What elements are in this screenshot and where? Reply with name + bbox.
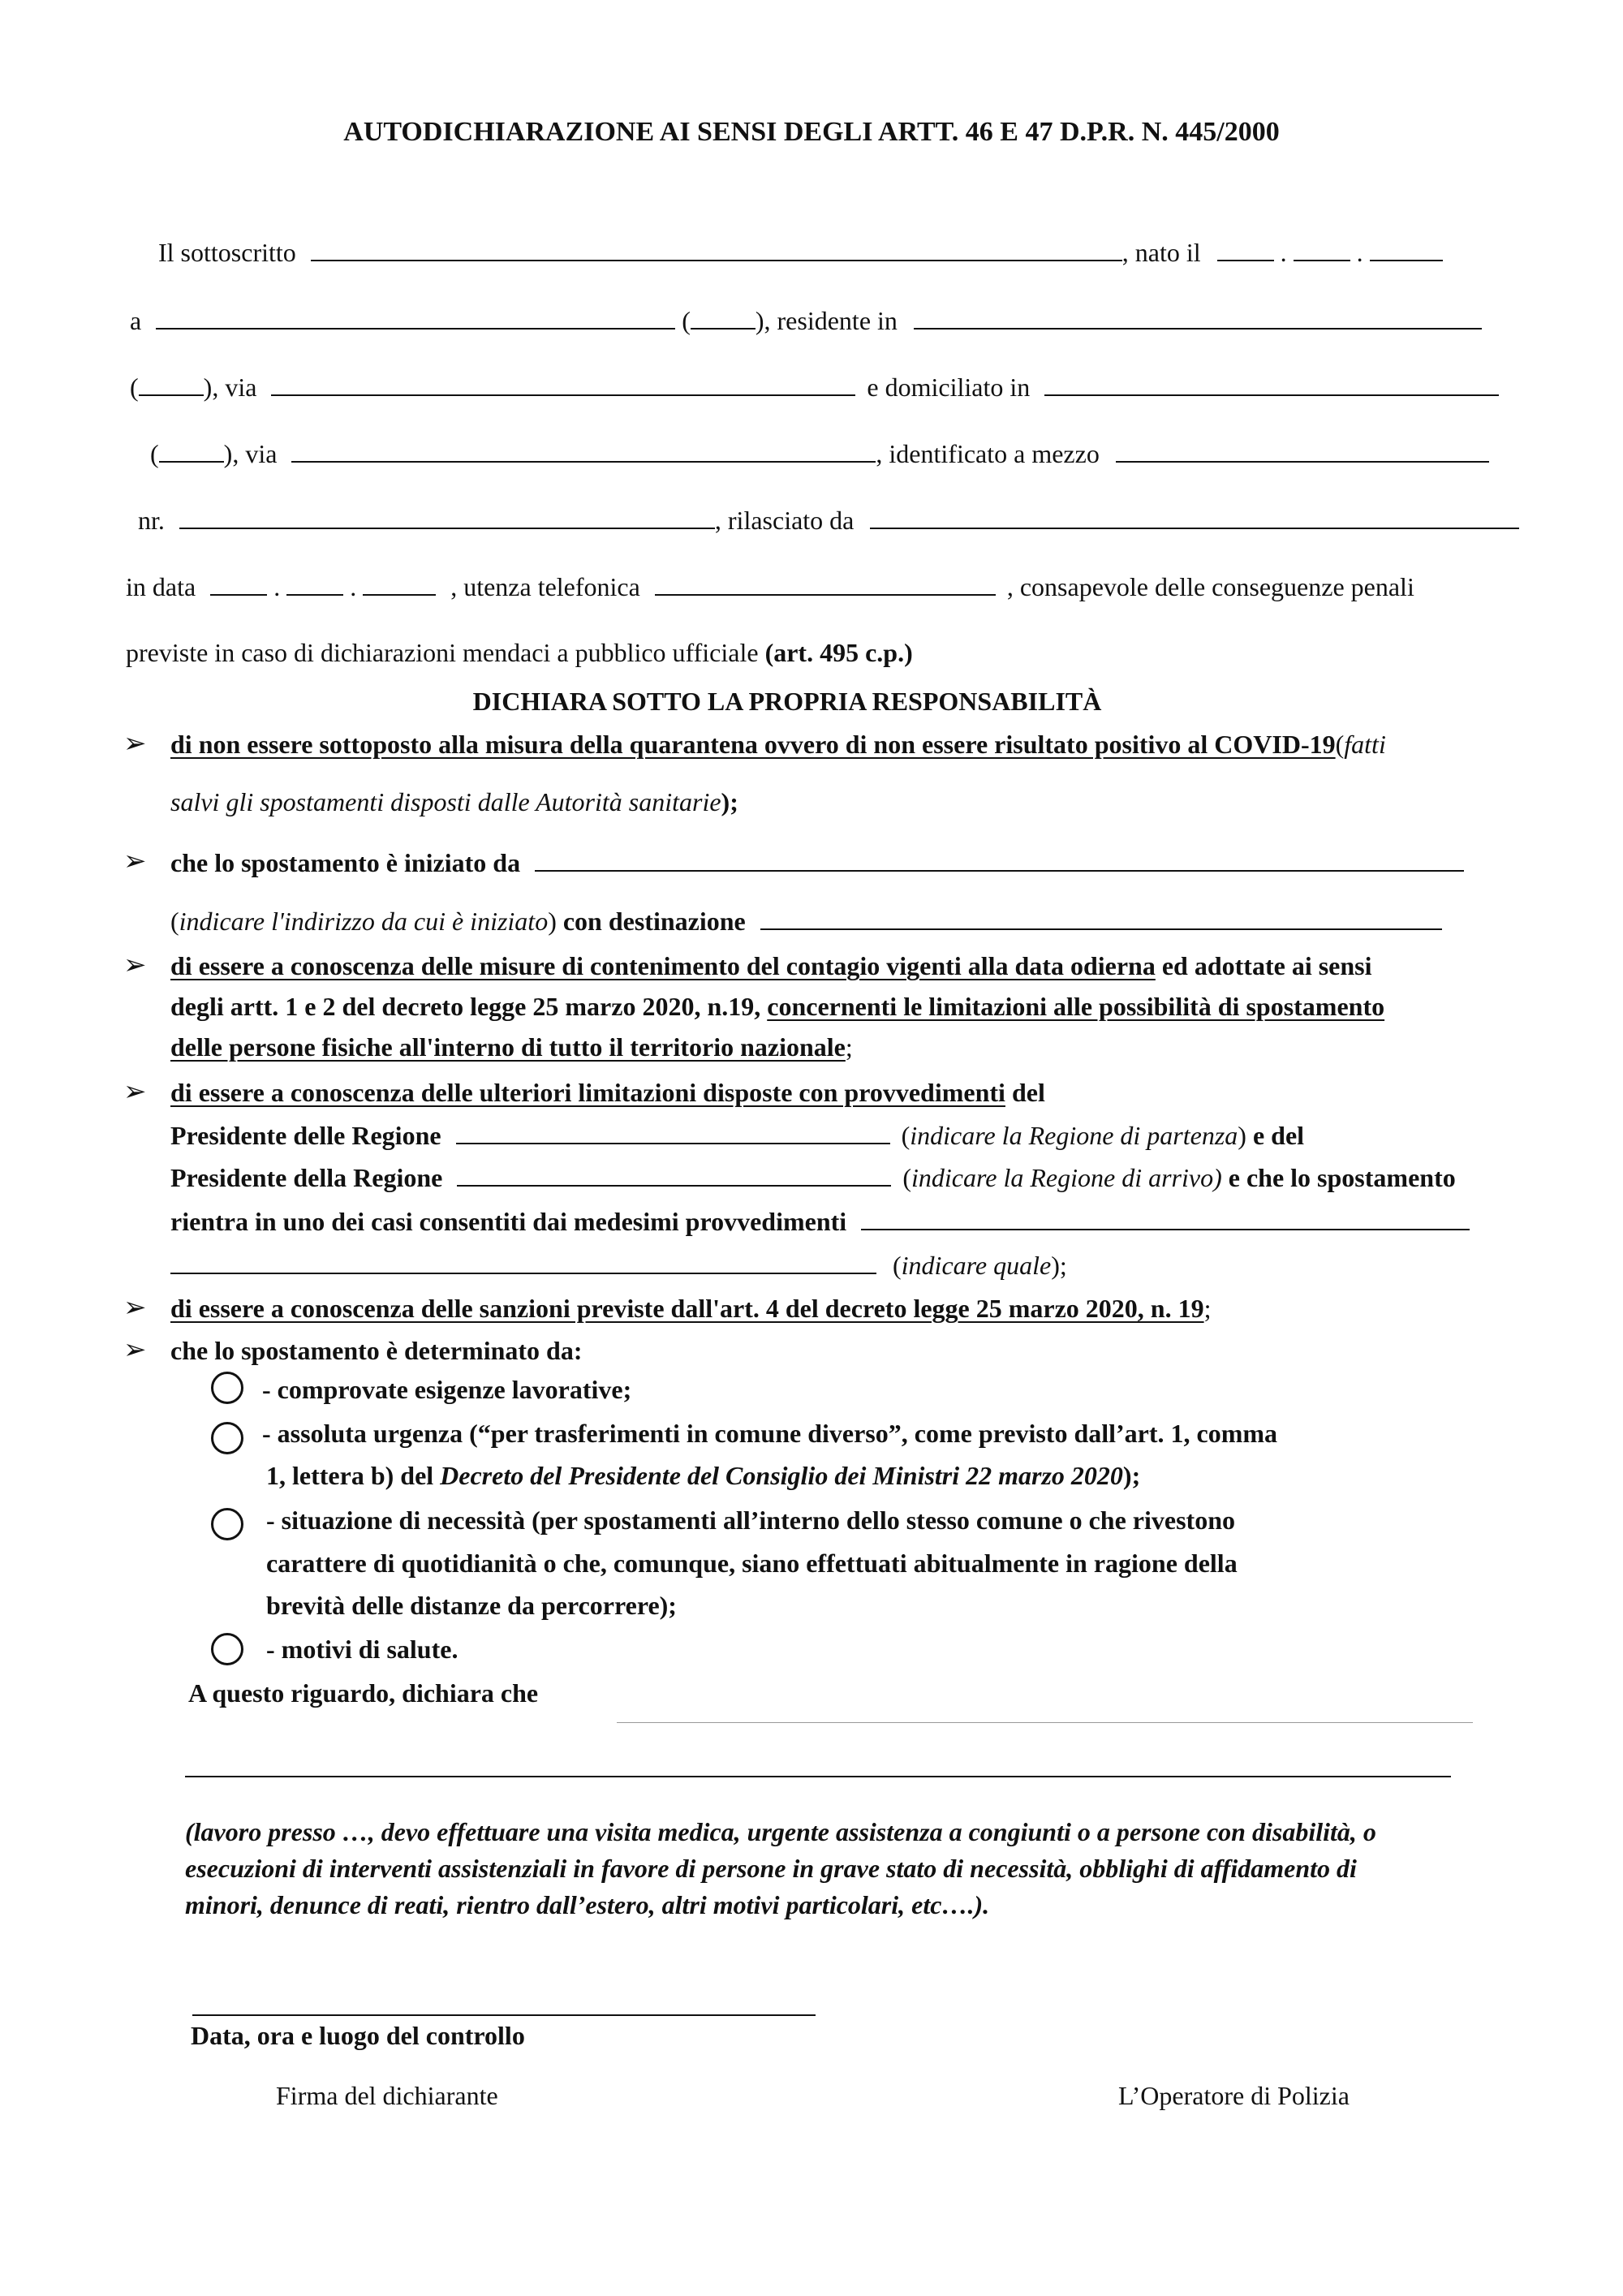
destination-field[interactable] xyxy=(760,904,1442,930)
declaration-item-4-region-start: Presidente delle Regione (indicare la Regione di partenza) e del xyxy=(170,1118,1304,1152)
examples-text-1: (lavoro presso …, devo effettuare una visita medica, urgente assistenza a congiunti o a persone con disabilità, o xyxy=(185,1817,1376,1846)
intro-line-7: previste in caso di dichiarazioni mendaci a pubblico ufficiale (art. 495 c.p.) xyxy=(126,638,913,667)
departure-address-field[interactable] xyxy=(535,846,1464,872)
document-title: AUTODICHIARAZIONE AI SENSI DEGLI ARTT. 46 E 47 D.P.R. N. 445/2000 xyxy=(343,117,1280,147)
residence-field[interactable] xyxy=(914,304,1482,330)
bullet-arrow-icon: ➢ xyxy=(123,846,147,877)
reason-necessity-label-cont2: brevità delle distanze da percorrere); xyxy=(266,1591,677,1620)
declaration-item-1-cont: salvi gli spostamenti disposti dalle Autorità sanitarie); xyxy=(170,787,738,816)
domicile-field[interactable] xyxy=(1044,370,1499,396)
intro-line-6: in data . . , utenza telefonica , consapevole delle conseguenze penali xyxy=(126,570,1414,603)
declaration-item-4-which: (indicare quale); xyxy=(170,1248,1067,1282)
birth-year-field[interactable] xyxy=(1370,235,1443,261)
declaration-item-2: che lo spostamento è iniziato da xyxy=(170,846,1464,879)
intro-line-2: a ( ), residente in xyxy=(130,304,1482,337)
declarant-signature-label: Firma del dichiarante xyxy=(276,2081,498,2110)
reason-necessity-radio[interactable] xyxy=(211,1508,243,1540)
intro-line-4: ( ), via , identificato a mezzo xyxy=(150,437,1489,470)
control-signature-line[interactable] xyxy=(192,2014,816,2016)
name-field[interactable] xyxy=(311,235,1122,261)
declaration-item-4: di essere a conoscenza delle ulteriori limitazioni disposte con provvedimenti del xyxy=(170,1078,1045,1107)
birthplace-field[interactable] xyxy=(156,304,675,330)
control-label: Data, ora e luogo del controllo xyxy=(191,2021,525,2050)
intro-line-3: ( ), via e domiciliato in xyxy=(130,370,1499,403)
reason-urgency-radio[interactable] xyxy=(211,1422,243,1454)
allowed-case-field[interactable] xyxy=(861,1204,1470,1230)
id-document-field[interactable] xyxy=(1116,437,1489,463)
allowed-case-detail-field[interactable] xyxy=(170,1248,876,1274)
officer-signature-label: L’Operatore di Polizia xyxy=(1118,2081,1350,2110)
bullet-arrow-icon: ➢ xyxy=(123,1077,147,1107)
bullet-arrow-icon: ➢ xyxy=(123,1293,147,1323)
intro-line-1: Il sottoscritto , nato il . . xyxy=(158,235,1443,269)
regard-label: A questo riguardo, dichiara che xyxy=(188,1678,539,1708)
examples-text-3: minori, denunce di reati, rientro dall’estero, altri motivi particolari, etc….). xyxy=(185,1890,990,1919)
reason-work-radio[interactable] xyxy=(211,1372,243,1404)
bullet-arrow-icon: ➢ xyxy=(123,950,147,980)
examples-text-2: esecuzioni di interventi assistenziali in favore di persone in grave stato di necessità, obblighi di affidamento di xyxy=(185,1854,1357,1883)
departure-region-field[interactable] xyxy=(456,1118,890,1144)
declaration-item-4-case: rientra in uno dei casi consentiti dai medesimi provvedimenti xyxy=(170,1204,1470,1238)
reason-urgency-label-cont: 1, lettera b) del Decreto del Presidente del Consiglio dei Ministri 22 marzo 2020); xyxy=(266,1461,1141,1490)
bullet-arrow-icon: ➢ xyxy=(123,1335,147,1365)
declaration-item-3-cont2: delle persone fisiche all'interno di tutto il territorio nazionale; xyxy=(170,1032,853,1062)
declaration-heading: DICHIARA SOTTO LA PROPRIA RESPONSABILITÀ xyxy=(472,687,1102,716)
regard-field[interactable] xyxy=(617,1722,1473,1723)
declaration-item-3-cont: degli artt. 1 e 2 del decreto legge 25 marzo 2020, n.19, concernenti le limitazioni alle possibilità di spostamento xyxy=(170,992,1385,1021)
declaration-item-1: di non essere sottoposto alla misura della quarantena ovvero di non essere risultato positivo al COVID-19(fatti xyxy=(170,730,1386,759)
declaration-item-6: che lo spostamento è determinato da: xyxy=(170,1336,583,1365)
issue-year-field[interactable] xyxy=(363,570,436,596)
reason-health-label: - motivi di salute. xyxy=(266,1635,458,1664)
reason-necessity-label-cont: carattere di quotidianità o che, comunque, siano effettuati abitualmente in ragione della xyxy=(266,1549,1238,1578)
reason-health-radio[interactable] xyxy=(211,1633,243,1665)
residence-province-field[interactable] xyxy=(139,370,204,396)
bullet-arrow-icon: ➢ xyxy=(123,729,147,759)
declaration-item-3: di essere a conoscenza delle misure di contenimento del contagio vigenti alla data odierna ed adottate ai sensi xyxy=(170,951,1372,980)
issue-day-field[interactable] xyxy=(210,570,267,596)
declaration-item-2-cont: (indicare l'indirizzo da cui è iniziato) con destinazione xyxy=(170,904,1442,937)
arrival-region-field[interactable] xyxy=(457,1161,891,1187)
domicile-province-field[interactable] xyxy=(159,437,224,463)
birth-province-field[interactable] xyxy=(691,304,756,330)
residence-street-field[interactable] xyxy=(271,370,855,396)
declaration-item-5: di essere a conoscenza delle sanzioni previste dall'art. 4 del decreto legge 25 marzo 2020, n. 19; xyxy=(170,1294,1212,1323)
phone-field[interactable] xyxy=(655,570,996,596)
declaration-item-4-region-end: Presidente della Regione (indicare la Regione di arrivo) e che lo spostamento xyxy=(170,1161,1456,1194)
id-number-field[interactable] xyxy=(179,503,715,529)
reason-work-label: - comprovate esigenze lavorative; xyxy=(262,1375,632,1404)
birth-month-field[interactable] xyxy=(1294,235,1350,261)
regard-field-line-2[interactable] xyxy=(185,1776,1451,1777)
issued-by-field[interactable] xyxy=(870,503,1519,529)
reason-urgency-label: - assoluta urgenza (“per trasferimenti in comune diverso”, come previsto dall’art. 1, comma xyxy=(262,1419,1278,1448)
reason-necessity-label: - situazione di necessità (per spostamenti all’interno dello stesso comune o che rivestono xyxy=(266,1506,1235,1535)
issue-month-field[interactable] xyxy=(286,570,343,596)
intro-line-5: nr. , rilasciato da xyxy=(138,503,1519,536)
domicile-street-field[interactable] xyxy=(291,437,876,463)
birth-day-field[interactable] xyxy=(1217,235,1274,261)
